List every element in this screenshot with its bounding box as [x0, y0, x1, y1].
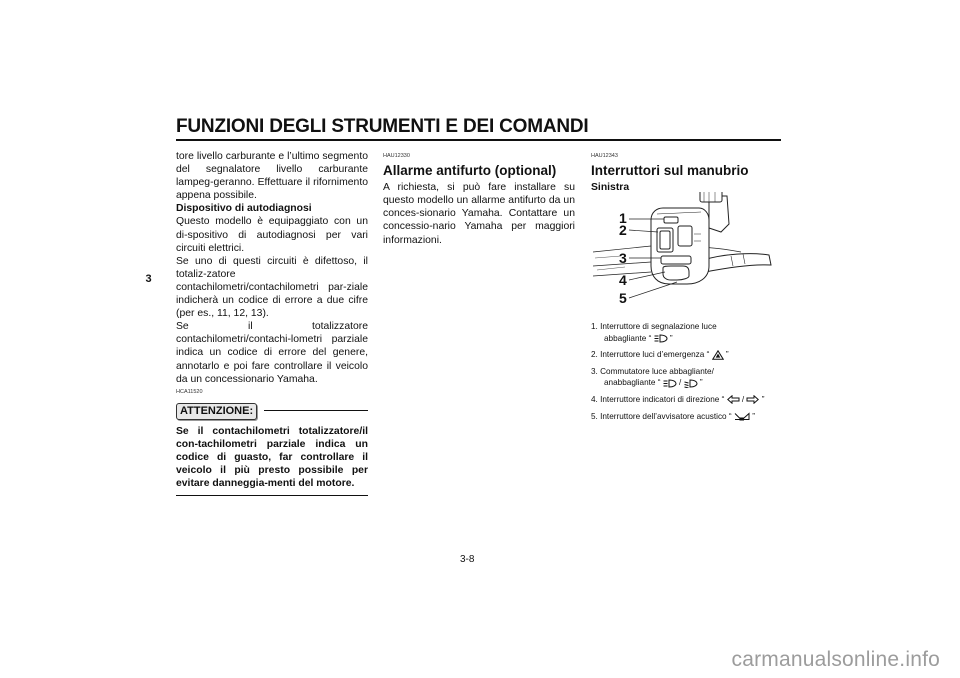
- caution-end-rule: [176, 495, 368, 496]
- legend-4-separator: /: [741, 394, 745, 404]
- page-number: 3-8: [460, 554, 475, 565]
- legend-1-line1: 1. Interruttore di segnalazione luce: [591, 322, 717, 331]
- paragraph-diagnosis-2: Se uno di questi circuiti è difettoso, il totaliz-zatore contachilometri/contachilometri par-ziale indicherà un codice di errore a due cifre (per es., 11, 12, 13).: [176, 255, 368, 320]
- column-right: [591, 150, 783, 194]
- low-beam-icon: [684, 379, 698, 388]
- legend-item-5: [591, 411, 791, 423]
- legend-item-4: [591, 394, 791, 406]
- callout-2: 2: [619, 222, 627, 238]
- legend-4-line1: 4. Interruttore indicatori di direzione “: [591, 394, 725, 404]
- heading-self-diagnosis: Dispositivo di autodiagnosi: [176, 203, 312, 215]
- paragraph-diagnosis-1: Questo modello è equipaggiato con un di-spositivo di autodiagnosi per vari circuiti elettrici.: [176, 216, 368, 254]
- chapter-tab: 3: [145, 273, 152, 285]
- legend-1-close: ”: [669, 333, 673, 343]
- legend-2-close: ”: [725, 350, 729, 360]
- legend-5-line1: 5. Interruttore dell’avvisatore acustico “: [591, 411, 732, 421]
- high-beam-icon: [654, 334, 668, 343]
- legend-3-close: ”: [699, 378, 703, 388]
- handlebar-switch-diagram: [591, 192, 781, 314]
- caution-rule: [264, 410, 368, 411]
- subtitle-left: Sinistra: [591, 182, 630, 194]
- section-code-switches: HAU12343: [591, 153, 618, 159]
- header-rule: [176, 139, 781, 141]
- caution-header: [176, 403, 368, 421]
- caution-code: HCA11520: [176, 388, 203, 395]
- turn-left-icon: [727, 395, 740, 404]
- legend-4-close: ”: [761, 394, 765, 404]
- legend-item-1: [591, 321, 791, 344]
- high-beam-icon: [663, 379, 677, 388]
- paragraph-fuel: tore livello carburante e l’ultimo segmento del segnalatore livello carburante lampeg-geranno. Effettuare il rifornimento appena possibile.: [176, 151, 368, 202]
- caution-badge: ATTENZIONE:: [176, 403, 257, 420]
- page-title: FUNZIONI DEGLI STRUMENTI E DEI COMANDI: [176, 116, 589, 137]
- caution-text: Se il contachilometri totalizzatore/il con-tachilometri parziale indica un codice di guasto, far controllare il veicolo il più presto possibile per evitare danneggia-menti del motore.: [176, 425, 368, 490]
- horn-icon: [734, 412, 750, 421]
- legend-5-close: ”: [752, 411, 755, 421]
- legend-3-separator: /: [679, 378, 682, 388]
- callout-3: 3: [619, 250, 627, 266]
- column-middle: [383, 150, 575, 247]
- paragraph-diagnosis-3: Se il totalizzatore contachilometri/contachi-lometri parziale indica un codice di errore del genere, annotarlo e poi fare controllare il veicolo da un concessionario Yamaha.: [176, 321, 368, 385]
- paragraph-alarm: A richiesta, si può fare installare su questo modello un allarme antifurto da un conces-sionario Yamaha. Contattare un concessio-nario Yamaha per maggiori informazioni.: [383, 182, 575, 246]
- watermark: carmanualsonline.info: [731, 648, 940, 671]
- turn-right-icon: [746, 395, 759, 404]
- section-title-switches: Interruttori sul manubrio: [591, 163, 749, 179]
- section-code-alarm: HAU12330: [383, 153, 410, 159]
- legend-1-line2: abbagliante “: [604, 333, 652, 343]
- legend-2-line1: 2. Interruttore luci d’emergenza “: [591, 350, 710, 360]
- callout-4: 4: [619, 272, 627, 288]
- legend-3-line1: 3. Commutatore luce abbagliante/: [591, 366, 714, 376]
- callout-5: 5: [619, 290, 627, 306]
- hazard-icon: [712, 350, 724, 360]
- legend-item-3: [591, 366, 791, 389]
- legend-item-2: [591, 349, 791, 361]
- section-title-alarm: Allarme antifurto (optional): [383, 163, 557, 179]
- diagram-legend: [591, 321, 791, 427]
- column-left: [176, 150, 368, 496]
- legend-3-line2: anabbagliante “: [604, 378, 661, 388]
- callout-1: 1: [619, 210, 627, 226]
